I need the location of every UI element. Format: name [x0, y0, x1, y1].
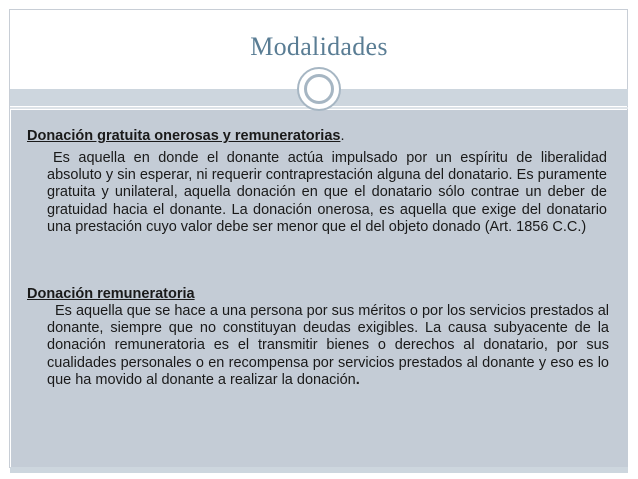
section2-body-text: Es aquella que se hace a una persona por sus méritos o por los servicios prestados al donante, siempre que no constituyan deudas exigibles. La causa subyacente de la donación remuneratoria es el transmitir bienes o derechos al donatario, por sus cualidades personales o en recompensa por servicios prestados al donante y eso es lo que ha movido al donante a realizar la donación: [47, 303, 609, 388]
section1-heading: Donación gratuita onerosas y remuneratorias: [27, 128, 341, 144]
section2-body: [47, 303, 609, 389]
section2-heading-line: [27, 286, 617, 303]
section2-heading: Donación remuneratoria: [27, 286, 195, 302]
section1-heading-punct: .: [340, 128, 345, 144]
section2-end-punct: .: [355, 371, 360, 388]
circle-ornament-inner: [304, 74, 334, 104]
content-panel: [11, 110, 628, 467]
section1-body: Es aquella en donde el donante actúa impulsado por un espíritu de liberalidad absoluto y sin esperar, ni requerir contraprestación alguna del donatario. Es puramente gratuita y unilateral, aquella donación en que el donatario sólo contrae un deber de gratuidad hacia el donante. La donación onerosa, es aquella que exige del donatario una prestación cuyo valor debe ser menor que el del objeto donado (Art. 1856 C.C.): [47, 150, 607, 235]
footer-band: [10, 467, 628, 473]
slide-title: Modalidades: [250, 32, 388, 61]
section1-heading-line: [27, 128, 617, 145]
circle-ornament-icon: [297, 67, 341, 111]
